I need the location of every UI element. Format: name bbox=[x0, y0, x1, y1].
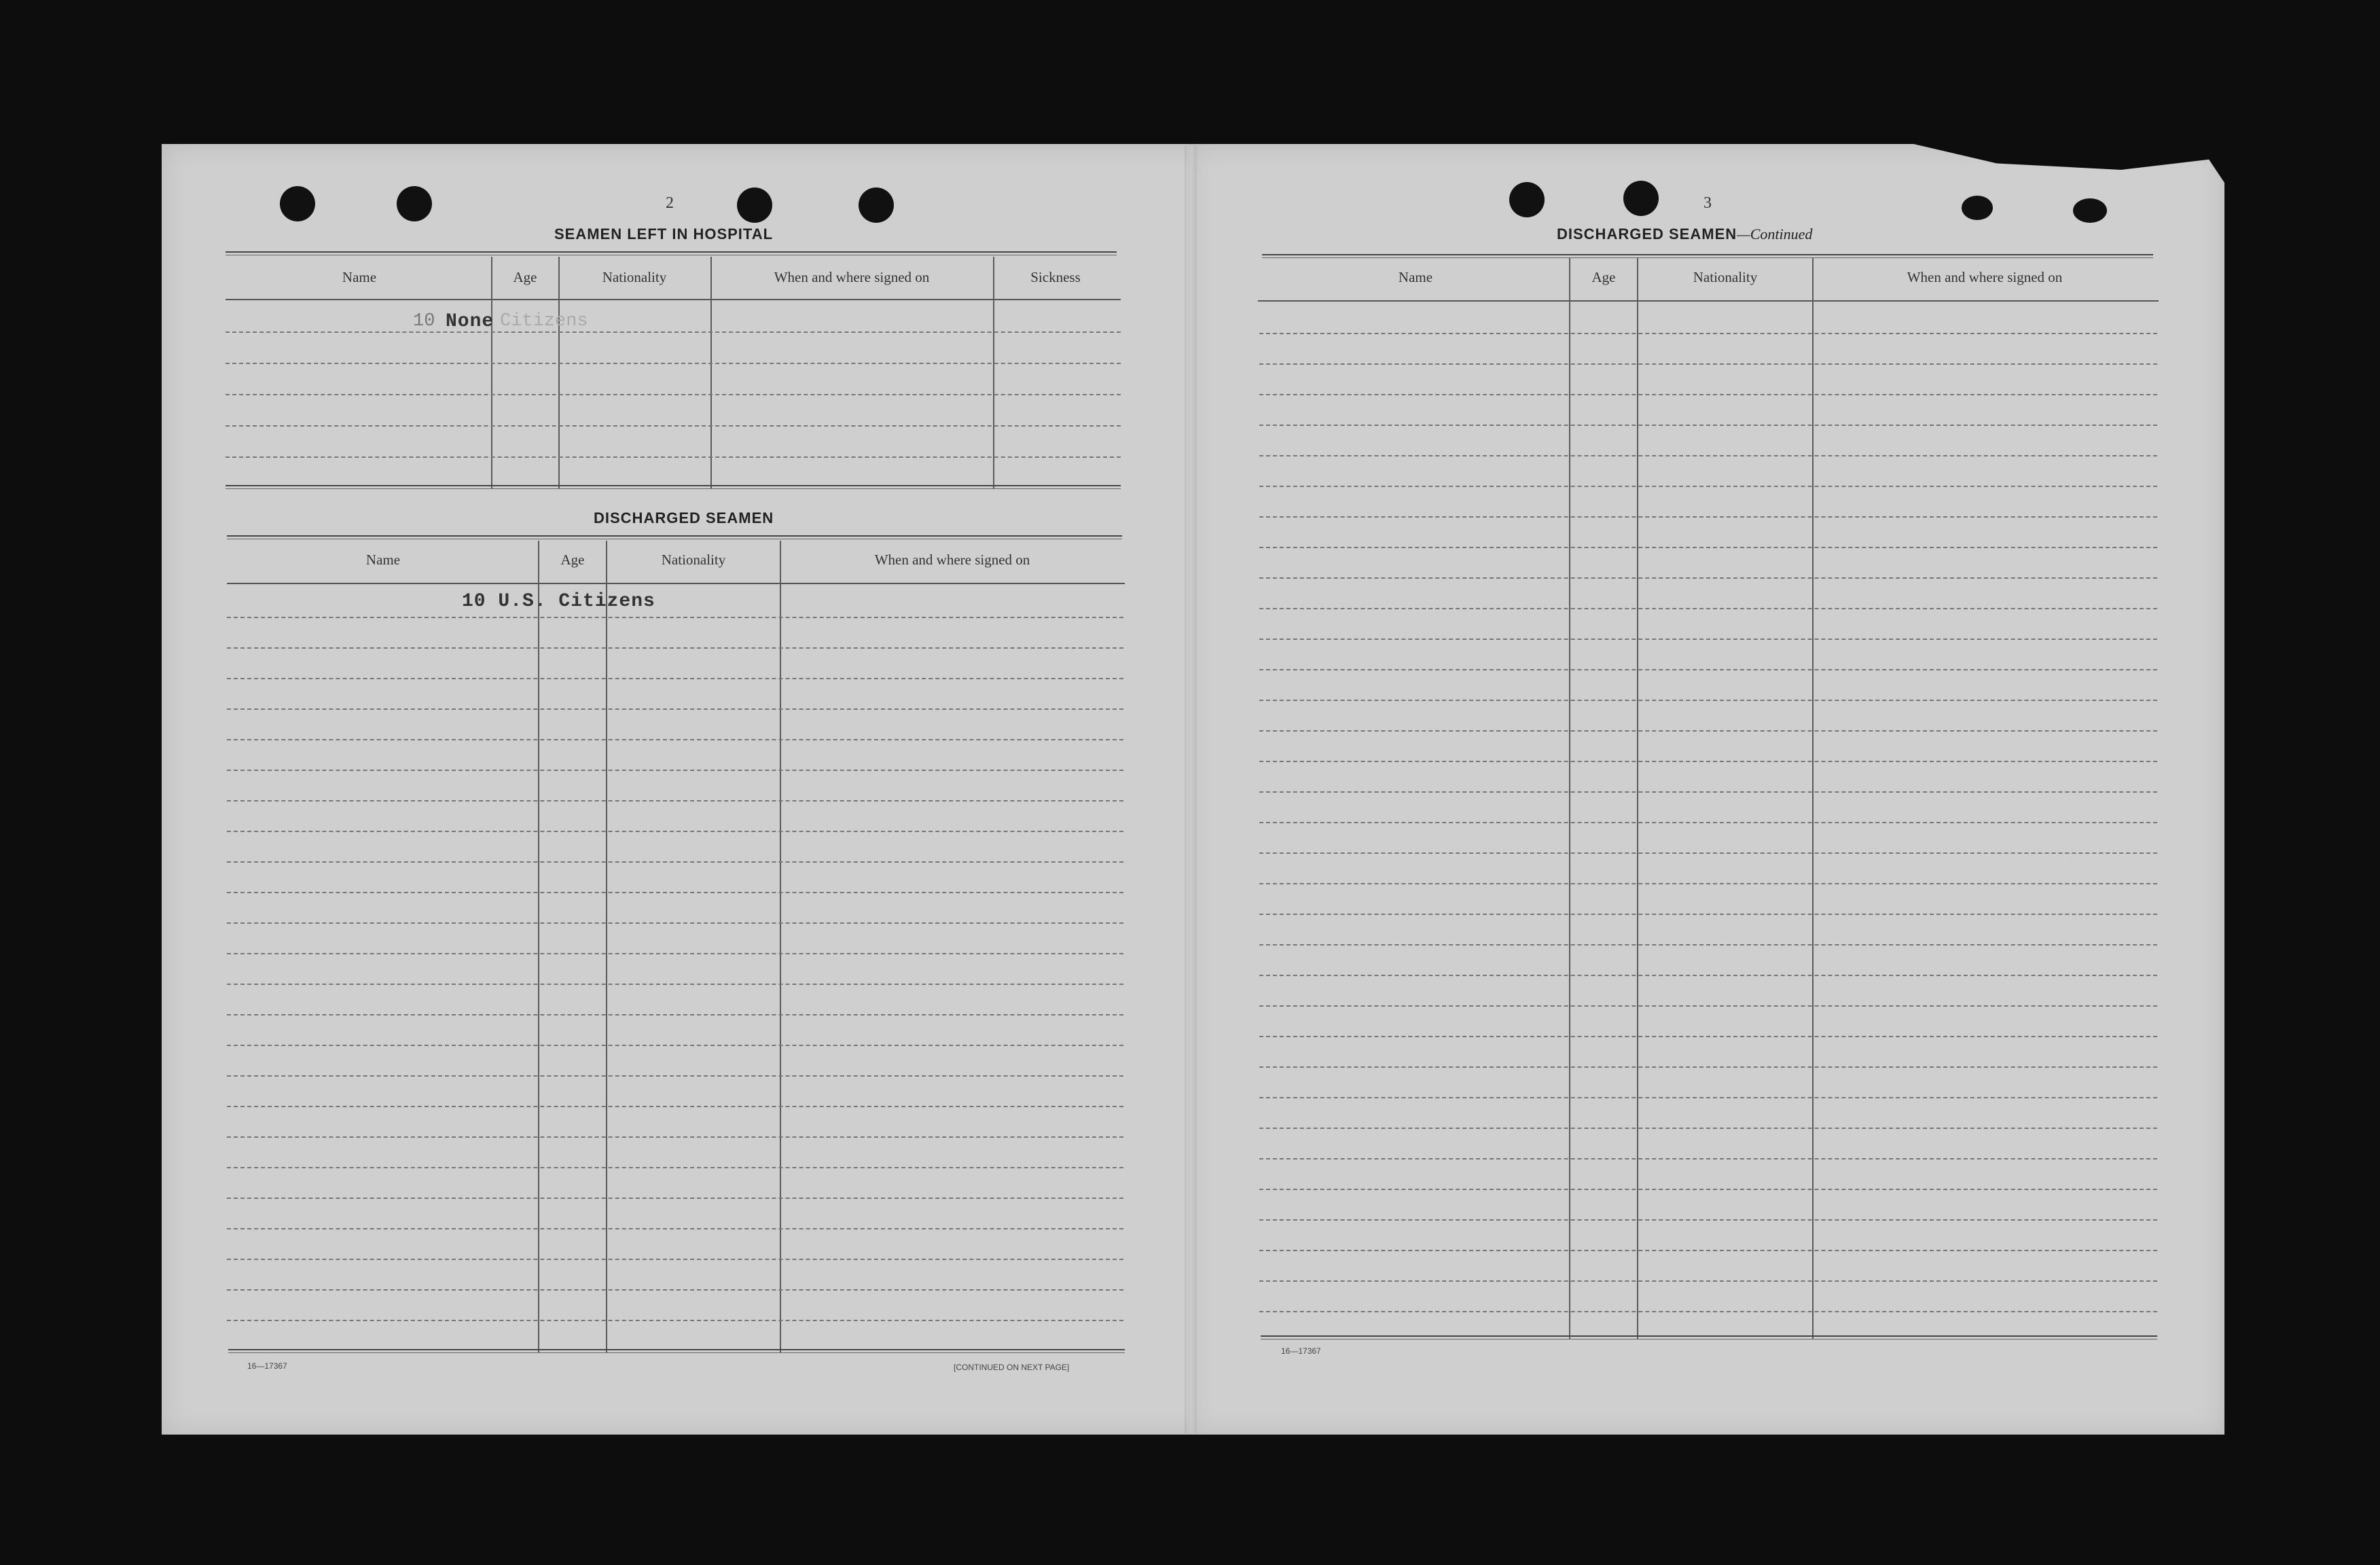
form-number: 16—17367 bbox=[1281, 1346, 1321, 1356]
hospital-table-bottom-rule bbox=[226, 485, 1121, 489]
row-line bbox=[1259, 883, 2157, 884]
row-line bbox=[227, 1075, 1123, 1077]
row-line bbox=[227, 984, 1123, 985]
row-line bbox=[1259, 425, 2157, 426]
column-divider bbox=[993, 257, 994, 489]
punch-hole-icon bbox=[859, 187, 894, 223]
column-header-name: Name bbox=[365, 552, 401, 568]
discharged-section-title: DISCHARGED SEAMEN bbox=[594, 509, 774, 526]
column-divider bbox=[1812, 258, 1814, 1339]
hospital-table-top-rule bbox=[226, 251, 1117, 255]
row-line bbox=[1259, 1280, 2157, 1282]
column-header-signed-on: When and where signed on bbox=[774, 269, 930, 285]
column-divider bbox=[491, 257, 492, 489]
row-line bbox=[227, 861, 1123, 863]
row-line bbox=[1259, 608, 2157, 609]
column-header-name: Name bbox=[1398, 269, 1433, 285]
hospital-section-title: SEAMEN LEFT IN HOSPITAL bbox=[554, 226, 774, 242]
column-header-nationality: Nationality bbox=[661, 552, 726, 568]
row-line bbox=[227, 1198, 1123, 1199]
row-line bbox=[1259, 761, 2157, 762]
discharged-header-rule bbox=[227, 583, 1125, 584]
row-line bbox=[227, 1045, 1123, 1046]
row-line bbox=[227, 1167, 1123, 1168]
row-line bbox=[1259, 944, 2157, 946]
row-line bbox=[1259, 700, 2157, 701]
row-line bbox=[1259, 516, 2157, 518]
row-line bbox=[1259, 1250, 2157, 1251]
column-header-age: Age bbox=[513, 269, 537, 285]
row-line bbox=[1259, 1311, 2157, 1312]
hospital-entry-faint: Citizens bbox=[500, 311, 588, 331]
row-line bbox=[227, 1289, 1123, 1291]
column-header-sickness: Sickness bbox=[1030, 269, 1081, 285]
column-header-signed-on: When and where signed on bbox=[1907, 269, 2063, 285]
row-line bbox=[1259, 363, 2157, 365]
row-line bbox=[226, 363, 1121, 364]
hospital-header-rule bbox=[226, 299, 1121, 300]
row-line bbox=[1259, 669, 2157, 670]
row-line bbox=[227, 708, 1123, 710]
right-table-top-rule bbox=[1262, 254, 2153, 258]
row-line bbox=[227, 1228, 1123, 1229]
column-header-nationality: Nationality bbox=[602, 269, 667, 285]
punch-hole-icon bbox=[280, 186, 315, 221]
continued-note: [CONTINUED ON NEXT PAGE] bbox=[954, 1363, 1070, 1372]
row-line bbox=[1259, 822, 2157, 823]
row-line bbox=[1259, 333, 2157, 334]
row-line bbox=[1259, 852, 2157, 854]
column-header-age: Age bbox=[560, 552, 585, 568]
row-line bbox=[1259, 1036, 2157, 1037]
row-line bbox=[227, 831, 1123, 832]
row-line bbox=[227, 647, 1123, 649]
row-line bbox=[226, 425, 1121, 427]
punch-hole-icon bbox=[1962, 196, 1993, 220]
row-line bbox=[1259, 1005, 2157, 1007]
row-line bbox=[1259, 394, 2157, 395]
discharged-continued-title bbox=[1557, 226, 1812, 243]
row-line bbox=[227, 1259, 1123, 1260]
row-line bbox=[1259, 1128, 2157, 1129]
row-line bbox=[227, 617, 1123, 618]
row-line bbox=[1259, 638, 2157, 640]
row-line bbox=[1259, 975, 2157, 976]
row-line bbox=[227, 953, 1123, 954]
title-continued: —Continued bbox=[1737, 226, 1813, 242]
row-line bbox=[1259, 730, 2157, 732]
row-line bbox=[227, 892, 1123, 893]
column-divider bbox=[606, 541, 607, 1353]
row-line bbox=[1259, 791, 2157, 793]
row-line bbox=[226, 456, 1121, 458]
right-table-bottom-rule bbox=[1261, 1335, 2157, 1339]
row-line bbox=[227, 1014, 1123, 1015]
row-line bbox=[1259, 455, 2157, 456]
row-line bbox=[1259, 547, 2157, 548]
row-line bbox=[1259, 486, 2157, 487]
punch-hole-icon bbox=[1623, 181, 1659, 216]
row-line bbox=[1259, 1189, 2157, 1190]
row-line bbox=[1259, 1219, 2157, 1221]
row-line bbox=[1259, 1066, 2157, 1068]
row-line bbox=[227, 1136, 1123, 1138]
column-header-signed-on: When and where signed on bbox=[874, 552, 1030, 568]
column-divider bbox=[780, 541, 781, 1353]
right-header-rule bbox=[1258, 300, 2159, 302]
punch-hole-icon bbox=[397, 186, 432, 221]
column-divider bbox=[1637, 258, 1638, 1339]
row-line bbox=[1259, 1097, 2157, 1098]
discharged-entry: 10 U.S. Citizens bbox=[462, 591, 655, 612]
page-number: 2 bbox=[666, 194, 674, 212]
row-line bbox=[227, 770, 1123, 771]
row-line bbox=[227, 678, 1123, 679]
discharged-table-top-rule bbox=[227, 535, 1122, 539]
column-divider bbox=[538, 541, 539, 1353]
row-line bbox=[1259, 914, 2157, 915]
right-page bbox=[1189, 144, 2224, 1435]
column-divider bbox=[558, 257, 560, 489]
row-line bbox=[226, 394, 1121, 395]
title-text: DISCHARGED SEAMEN bbox=[1557, 226, 1737, 242]
column-divider bbox=[710, 257, 712, 489]
column-header-age: Age bbox=[1591, 269, 1616, 285]
column-header-name: Name bbox=[342, 269, 377, 285]
column-divider bbox=[1569, 258, 1570, 1339]
row-line bbox=[227, 1320, 1123, 1321]
hospital-entry-prefix: 10 bbox=[413, 311, 435, 331]
row-line bbox=[227, 1106, 1123, 1107]
punch-hole-icon bbox=[737, 187, 772, 223]
row-line bbox=[1259, 1158, 2157, 1159]
left-page bbox=[162, 144, 1213, 1435]
punch-hole-icon bbox=[2073, 198, 2107, 223]
punch-hole-icon bbox=[1509, 182, 1545, 217]
row-line bbox=[227, 800, 1123, 802]
discharged-table-bottom-rule bbox=[228, 1349, 1125, 1353]
page-fold bbox=[1185, 146, 1197, 1433]
page-number: 3 bbox=[1703, 194, 1712, 212]
row-line bbox=[227, 922, 1123, 924]
row-line bbox=[1259, 577, 2157, 579]
form-number: 16—17367 bbox=[247, 1361, 287, 1371]
row-line bbox=[227, 739, 1123, 740]
hospital-entry: None bbox=[446, 311, 494, 332]
column-header-nationality: Nationality bbox=[1693, 269, 1758, 285]
row-line bbox=[226, 331, 1121, 333]
